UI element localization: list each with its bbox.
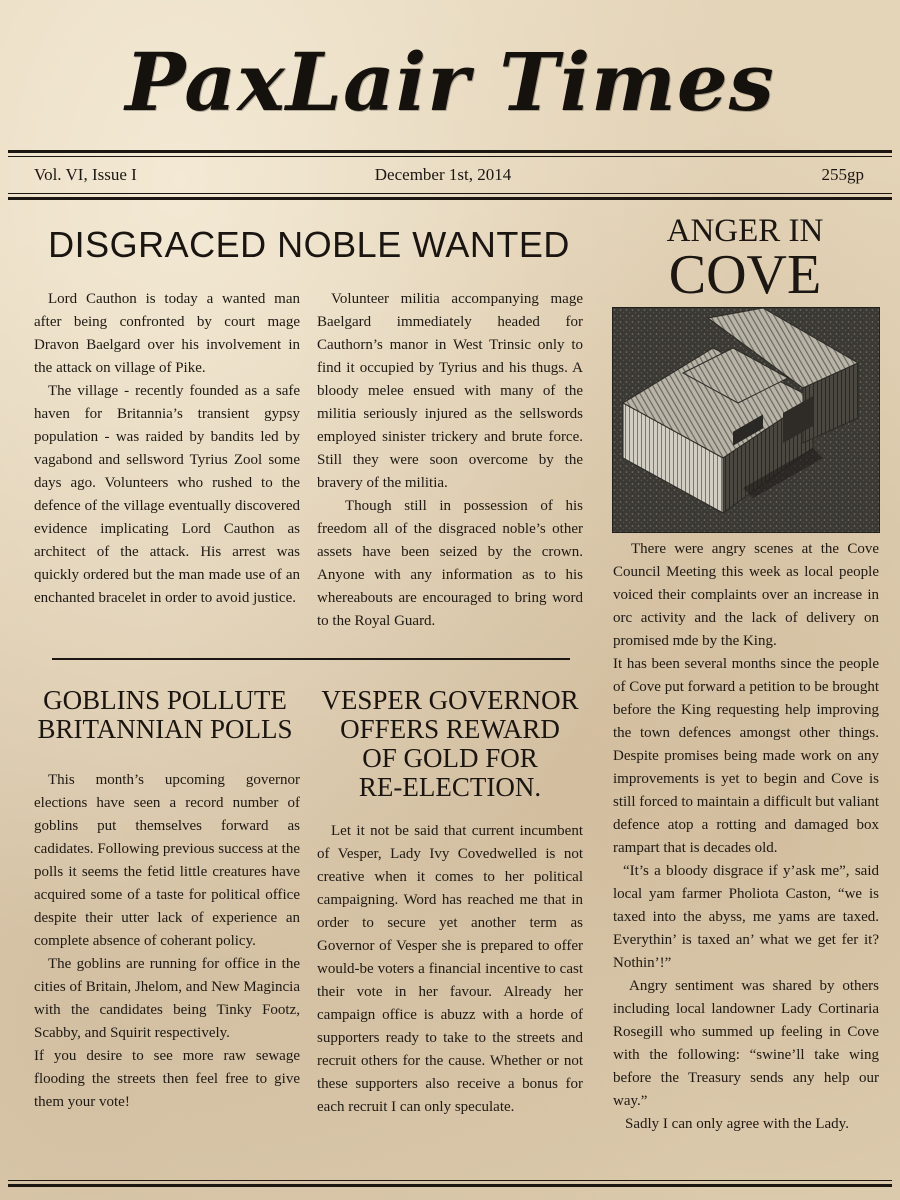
vesper-headline-line: OF GOLD FOR xyxy=(362,743,538,773)
goblins-paragraph: If you desire to see more raw sewage flooding the streets then feel free to give them your vote! xyxy=(34,1048,300,1110)
vesper-column xyxy=(317,820,583,1119)
vesper-paragraph: Let it not be said that current incumbent of Vesper, Lady Ivy Covedwelled is not creative when it comes to her political campaigning. Word has reached me that in order to secure yet another term as Governor of Vesper she is prepared to offer would-be voters a financial incentive to cast their vote in her favour. Already her campaign office is abuzz with a horde of supporters ready to take to the streets and recruit others for the cause. Whether or not these supporters also receive a bonus for each recruit I can only speculate. xyxy=(317,823,583,1115)
vesper-headline xyxy=(310,686,590,802)
footer-rule-thin xyxy=(8,1180,892,1181)
goblins-headline xyxy=(30,686,300,744)
issue-price: 255gp xyxy=(821,165,864,184)
goblins-column xyxy=(34,769,300,1114)
issue-volume: Vol. VI, Issue I xyxy=(34,165,137,184)
lead-col1-paragraph: The village - recently founded as a safe haven for Britannia’s transient gypsy population - was raided by bandits led by vagabond and sellsword Tyrius Zool some days ago. Volunteers who rushed to the defence of the village eventually discovered evidence implicating Lord Cauthon as architect of the attack. His arrest was quickly ordered but the man made use of an enchanted bracelet in order to avoid justice. xyxy=(34,383,300,606)
masthead-title: PaxLair Times xyxy=(125,35,775,129)
cove-rampart-illustration xyxy=(613,308,879,532)
lead-col2-paragraph: Volunteer militia accompanying mage Baelgard immediately headed for Cauthorn’s manor in West Trinsic only to find it occupied by Tyrius and his thugs. A bloody melee ensued with many of the militia seriously injured as the sellswords employed sinister trickery and brute force. Still they were soon overcome by the bravery of the militia. xyxy=(317,291,583,491)
goblins-headline-line: GOBLINS POLLUTE xyxy=(43,685,287,715)
cove-paragraph: Angry sentiment was shared by others including local landowner Lady Cortinaria Rosegill who summed up feeling in Cove with the following: “swine’ll take wing before the Treasury sends any help our way.” xyxy=(613,978,879,1109)
cove-headline-line1: ANGER IN xyxy=(666,213,824,249)
issue-rule-thick xyxy=(8,197,892,200)
cove-paragraph: “It’s a bloody disgrace if y’ask me”, said local yam farmer Pholiota Caston, “we is taxed into the abyss, me yams are taxed. Everythin’ is taxed an’ what we get fer it? Nothin’!” xyxy=(613,863,879,971)
footer-rule-thick xyxy=(8,1184,892,1187)
goblins-paragraph: The goblins are running for office in the cities of Britain, Jhelom, and New Magincia with the candidates being Tinky Footz, Scabby, and Squirit respectively. xyxy=(34,956,300,1041)
cove-headline-line2: COVE xyxy=(668,244,822,306)
lead-col2-paragraph: Though still in possession of his freedom all of the disgraced noble’s other assets have been seized by the crown. Anyone with any information as to his whereabouts are encouraged to bring word to the Royal Guard. xyxy=(317,498,583,629)
masthead-rule-top xyxy=(8,150,892,153)
lead-column-2 xyxy=(317,288,583,633)
lead-column-1 xyxy=(34,288,300,610)
lead-col1-paragraph: Lord Cauthon is today a wanted man after being confronted by court mage Dravon Baelgard over his involvement in the attack on village of Pike. xyxy=(34,291,300,376)
cove-paragraph: Sadly I can only agree with the Lady. xyxy=(625,1116,849,1132)
masthead-rule-top-thin xyxy=(8,156,892,157)
cove-rampart-photo xyxy=(612,307,880,533)
issue-date: December 1st, 2014 xyxy=(374,165,512,184)
vesper-headline-line: VESPER GOVERNOR xyxy=(321,685,579,715)
goblins-paragraph: This month’s upcoming governor elections have seen a record number of goblins put themselves forward as cadidates. Following previous success at the polls it seems the fetid little creatures have acquired some of a taste for political office despite their utter lack of experience an complete absence of coherant policy. xyxy=(34,772,300,949)
vesper-headline-line: OFFERS REWARD xyxy=(340,714,560,744)
issue-rule-thin xyxy=(8,193,892,194)
vesper-headline-line: RE-ELECTION. xyxy=(358,772,542,802)
goblins-headline-line: BRITANNIAN POLLS xyxy=(37,714,293,744)
cove-paragraph: It has been several months since the people of Cove put forward a petition to be brought before the King requesting help improving the town defences amongst other things. Despite promises being made work on any improvements is yet to begin and Cove is still forced to maintain a difficult but valiant defence atop a rotting and damaged box rampart that is decades old. xyxy=(613,656,879,856)
section-divider xyxy=(52,658,570,660)
cove-column xyxy=(613,538,879,1136)
cove-paragraph: There were angry scenes at the Cove Council Meeting this week as local people voiced their complaints over an increase in orc activity and the lack of delivery on promised mde by the King. xyxy=(613,541,879,649)
lead-headline: DISGRACED NOBLE WANTED xyxy=(48,224,570,265)
